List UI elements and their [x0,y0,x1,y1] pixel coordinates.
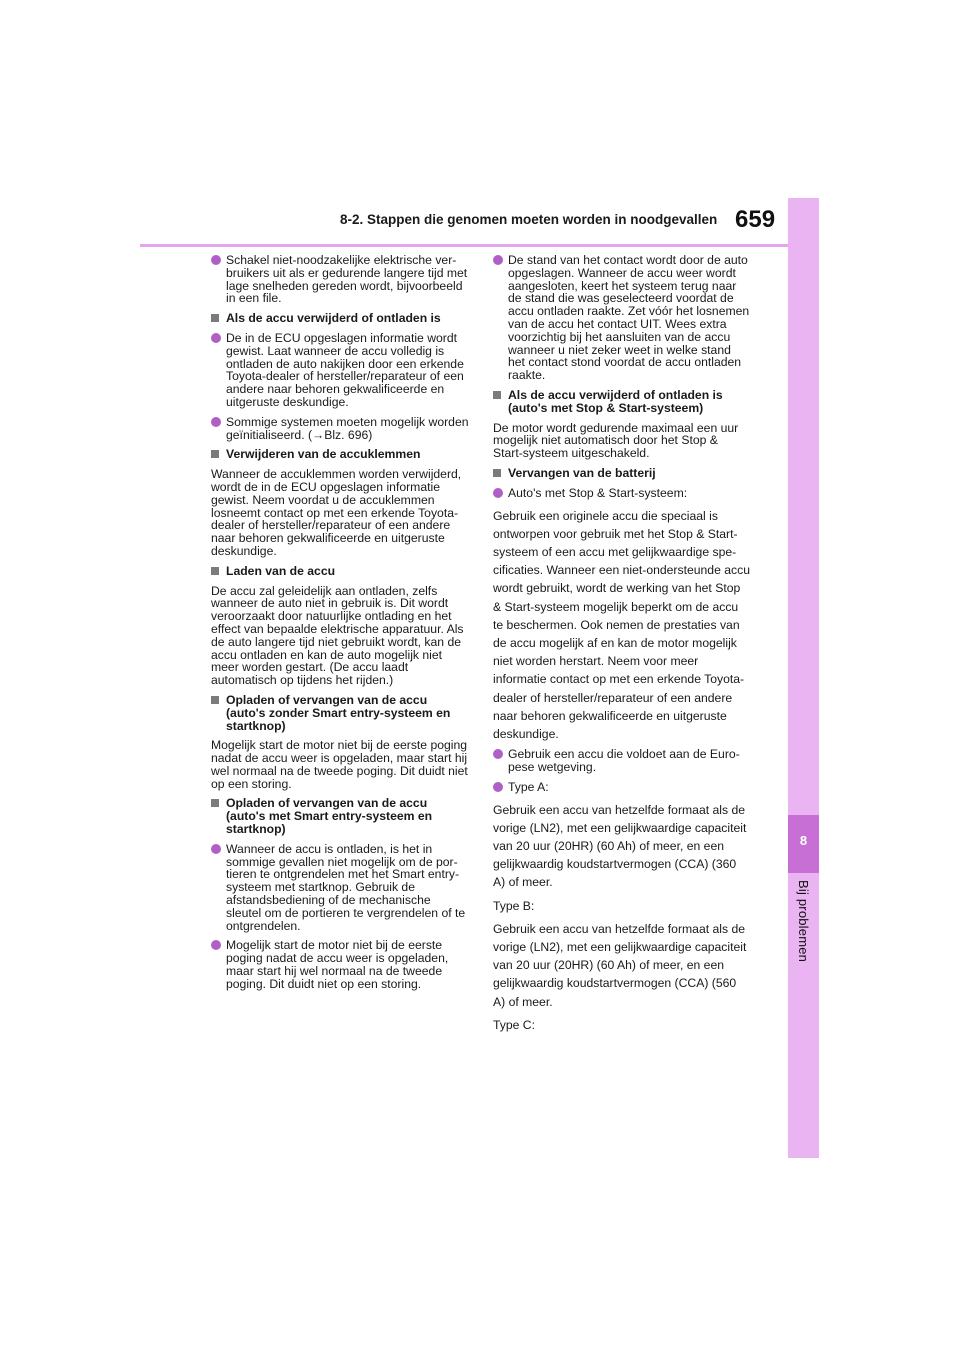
bullet-dot-icon [493,255,503,265]
left-column [211,254,469,998]
section-heading [493,467,751,480]
block-text: Type A: [508,779,549,794]
square-marker-icon [211,450,219,458]
block-text: Sommige systemen moeten mogelijk worden geïnitialiseerd. (→Blz. 696) [226,414,469,442]
chapter-sidebar [788,198,819,1158]
body-paragraph [493,897,751,915]
block-text: Gebruik een accu die voldoet aan de Europese wetgeving. [508,747,740,774]
bullet-dot-icon [211,255,221,265]
bullet-item [493,254,751,382]
block-text: Mogelijk start de motor niet bij de eerste poging nadat de accu weer is opgeladen, maar start hij wel normaal na de tweede poging. Dit duidt niet op een storing. [226,938,449,991]
bullet-item [211,332,469,409]
block-text: Als de accu verwijderd of ontladen is [226,311,441,326]
section-heading [211,797,469,835]
section-heading [211,312,469,325]
header-rule [140,244,788,247]
block-text: De accu zal geleidelijk aan ontladen, zelfs wanneer de auto niet in gebruik is. Dit wordt veroorzaakt door natuurlijke ontlading en het effect van bepaalde elektrische apparatuur. Als de auto langere tijd niet gebruikt wordt, kan de accu ontladen en kan de auto mogelijk niet meer worden gestart. (De accu laadt automatisch op tijdens het rijden.) [211,583,464,688]
block-text: Verwijderen van de accuklemmen [226,447,421,462]
page-number: 659 [735,206,776,233]
square-marker-icon [211,314,219,322]
block-text: Als de accu verwijderd of ontladen is (auto's met Stop & Start-systeem) [508,387,723,415]
block-text: Opladen of vervangen van de accu (auto's zonder Smart entry-systeem en startknop) [226,692,451,733]
body-paragraph [211,739,469,790]
bullet-dot-icon [211,333,221,343]
block-text: Gebruik een originele accu die speciaal is ontworpen voor gebruik met het Stop & Start-systeem of een accu met gelijkwaardige specificaties. Wanneer een niet-ondersteunde accu wordt gebruikt, wordt de werking van het Stop & Start-systeem mogelijk beperkt om de accu te beschermen. Ook nemen de prestaties van de accu mogelijk af en kan de motor mogelijk niet worden herstart. Neem voor meer informatie contact op met een erkende Toyota-dealer of hersteller/reparateur of een andere naar behoren gekwalificeerde en uitgeruste deskundige. [493,508,750,741]
bullet-dot-icon [211,417,221,427]
bullet-item [211,939,469,990]
bullet-item [493,487,751,500]
bullet-item [211,254,469,305]
section-heading [211,448,469,461]
bullet-dot-icon [211,844,221,854]
square-marker-icon [211,696,219,704]
square-marker-icon [493,469,501,477]
bullet-dot-icon [493,749,503,759]
bullet-dot-icon [211,940,221,950]
block-text: Gebruik een accu van hetzelfde formaat als de vorige (LN2), met een gelijkwaardige capaciteit van 20 uur (20HR) (60 Ah) of meer, en een gelijkwaardig koudstartvermogen (CCA) (360 A) of meer. [493,802,747,890]
bullet-item [211,843,469,933]
bullet-dot-icon [493,782,503,792]
block-text: Opladen of vervangen van de accu (auto's met Smart entry-systeem en startknop) [226,796,433,837]
section-heading [211,565,469,578]
body-paragraph [493,1016,751,1034]
square-marker-icon [493,391,501,399]
bullet-item [211,416,469,442]
block-text: Type B: [493,898,535,913]
block-text: Laden van de accu [226,563,336,578]
body-paragraph [211,468,469,558]
bullet-item [493,781,751,794]
body-paragraph [493,920,751,1011]
block-text: De in de ECU opgeslagen informatie wordt gewist. Laat wanneer de accu volledig is ontladen de auto nakijken door een erkende Toyota-dealer of hersteller/reparateur of een andere naar behoren gekwalificeerde en uitgeruste deskundige. [226,330,464,409]
block-text: Type C: [493,1017,535,1032]
right-column [493,254,751,1039]
body-paragraph [493,507,751,744]
body-paragraph [493,801,751,892]
section-heading [211,694,469,732]
block-text: De motor wordt gedurende maximaal een uur mogelijk niet automatisch door het Stop & Start-systeem uitgeschakeld. [493,420,739,461]
block-text: Mogelijk start de motor niet bij de eerste poging nadat de accu weer is opgeladen, maar start hij wel normaal na de tweede poging. Dit duidt niet op een storing. [211,738,468,791]
block-text: Gebruik een accu van hetzelfde formaat als de vorige (LN2), met een gelijkwaardige capaciteit van 20 uur (20HR) (60 Ah) of meer, en een gelijkwaardig koudstartvermogen (CCA) (560 A) of meer. [493,921,747,1009]
bullet-dot-icon [493,488,503,498]
square-marker-icon [211,567,219,575]
chapter-number: 8 [799,833,808,848]
section-header: 8-2. Stappen die genomen moeten worden in noodgevallen [340,212,718,227]
block-text: Auto's met Stop & Start-systeem: [508,485,688,500]
bullet-item [493,748,751,774]
block-text: De stand van het contact wordt door de auto opgeslagen. Wanneer de accu weer wordt aangesloten, keert het systeem terug naar de stand die was geselecteerd voordat de accu ontladen raakte. Zet vóór het losnemen van de accu het contact UIT. Wees extra voorzichtig bij het aansluiten van de accu wanneer u niet zeker weet in welke stand het contact stond voordat de accu ontladen raakte. [508,253,750,383]
block-text: Wanneer de accu is ontladen, is het in sommige gevallen niet mogelijk om de portieren te ontgrendelen met het Smart entry-systeem met startknop. Gebruik de afstandsbediening of de mechanische sleutel om de portieren te vergrendelen of te ontgrendelen. [226,841,466,933]
square-marker-icon [211,799,219,807]
block-text: Vervangen van de batterij [508,465,656,480]
block-text: Wanneer de accuklemmen worden verwijderd, wordt de in de ECU opgeslagen informatie gewist. Neem voordat u de accuklemmen losneemt contact op met een erkende Toyota-dealer of hersteller/reparateur of een andere naar behoren gekwalificeerde en uitgeruste deskundige. [211,467,462,558]
body-paragraph [211,585,469,687]
section-heading [493,389,751,415]
body-paragraph [493,422,751,460]
chapter-title: Bij problemen [796,880,811,963]
block-text: Schakel niet-noodzakelijke elektrische verbruikers uit als er gedurende langere tijd met lage snelheden gereden wordt, bijvoorbeeld in een file. [226,253,468,306]
